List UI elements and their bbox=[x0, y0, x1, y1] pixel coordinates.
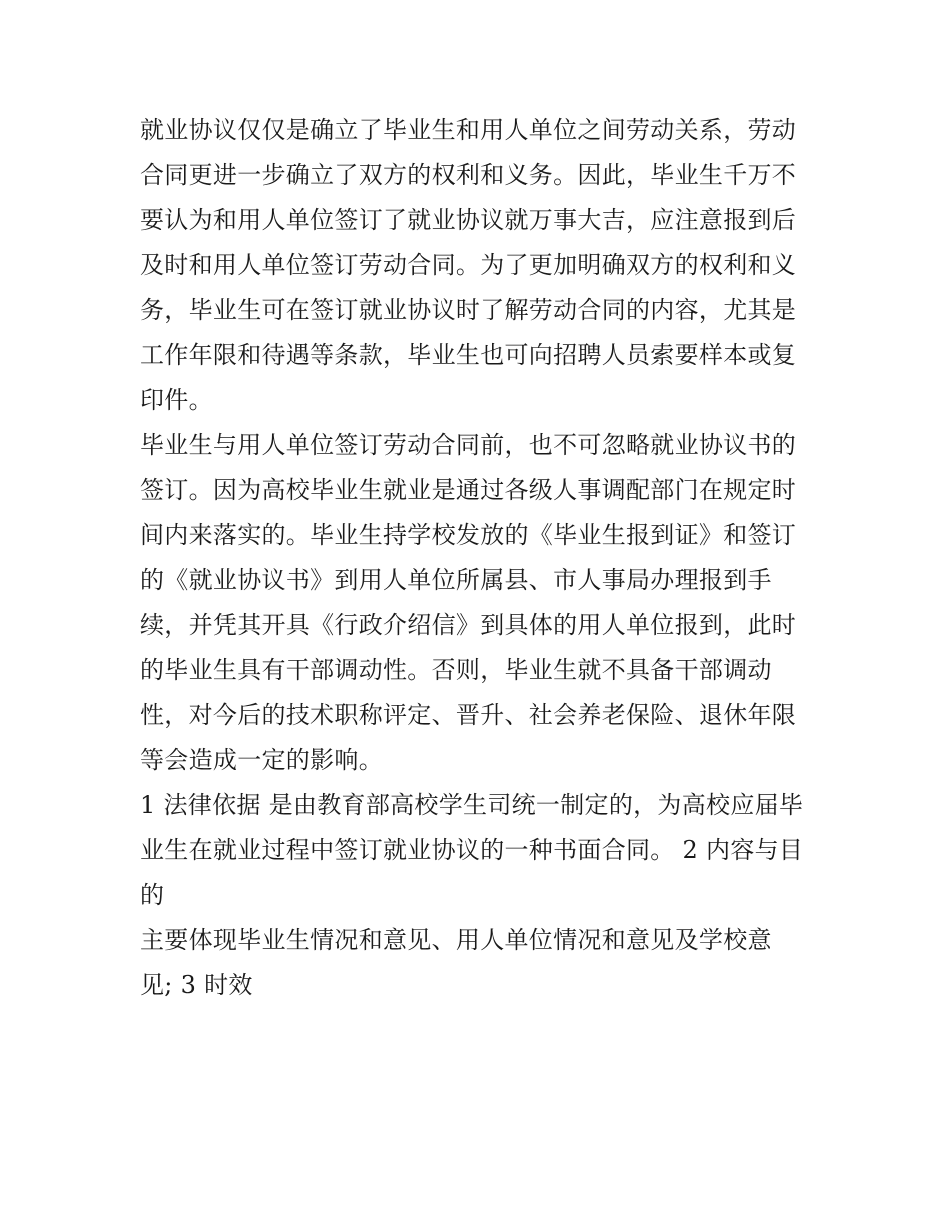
text-line: 要认为和用人单位签订了就业协议就万事大吉，应注意报到后 bbox=[140, 206, 797, 234]
text-line: 续，并凭其开具《行政介绍信》到具体的用人单位报到，此时 bbox=[140, 611, 797, 639]
text-line: 务，毕业生可在签订就业协议时了解劳动合同的内容，尤其是 bbox=[140, 296, 797, 324]
text-line: 就业协议仅仅是确立了毕业生和用人单位之间劳动关系，劳动 bbox=[140, 116, 797, 144]
text-line: 间内来落实的。毕业生持学校发放的《毕业生报到证》和签订 bbox=[140, 521, 797, 549]
text-line: 及时和用人单位签订劳动合同。为了更加明确双方的权利和义 bbox=[140, 251, 797, 279]
text-line: 等会造成一定的影响。 bbox=[140, 746, 383, 774]
text-line: 性，对今后的技术职称评定、晋升、社会养老保险、退休年限 bbox=[140, 701, 797, 729]
text-line: 合同更进一步确立了双方的权利和义务。因此，毕业生千万不 bbox=[140, 161, 797, 189]
text-line: 签订。因为高校毕业生就业是通过各级人事调配部门在规定时 bbox=[140, 476, 797, 504]
document-body bbox=[140, 108, 816, 1008]
text-line: 的毕业生具有干部调动性。否则，毕业生就不具备干部调动 bbox=[140, 656, 772, 684]
text-line: 主要体现毕业生情况和意见、用人单位情况和意见及学校意 bbox=[140, 926, 772, 954]
text-line: 业生在就业过程中签订就业协议的一种书面合同。 2 内容与目 bbox=[140, 836, 804, 864]
text-line: 的 bbox=[140, 881, 165, 909]
text-line: 的《就业协议书》到用人单位所属县、市人事局办理报到手 bbox=[140, 566, 772, 594]
text-line: 印件。 bbox=[140, 386, 213, 414]
text-line: 工作年限和待遇等条款，毕业生也可向招聘人员索要样本或复 bbox=[140, 341, 797, 369]
text-line: 1 法律依据 是由教育部高校学生司统一制定的，为高校应届毕 bbox=[140, 791, 804, 819]
text-line: 见; 3 时效 bbox=[140, 971, 253, 999]
text-line: 毕业生与用人单位签订劳动合同前，也不可忽略就业协议书的 bbox=[140, 431, 797, 459]
